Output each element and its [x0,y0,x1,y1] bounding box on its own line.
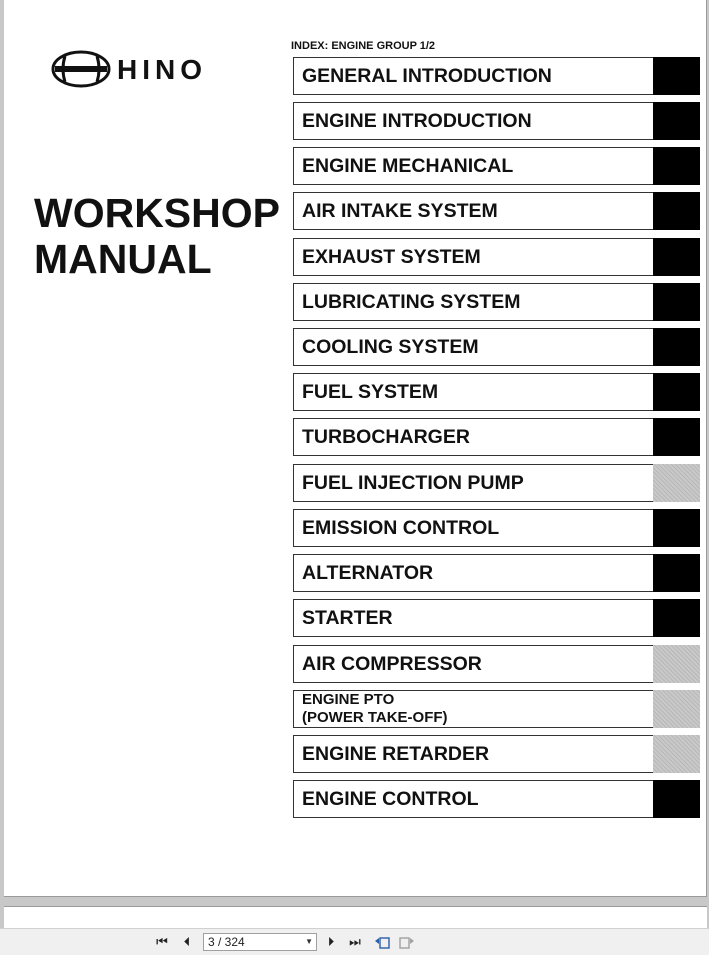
previous-page-icon[interactable]: ⏴ [183,934,191,949]
section-tab[interactable] [293,283,700,321]
section-tab-label: COOLING SYSTEM [302,336,479,358]
section-tab-label: TURBOCHARGER [302,426,470,448]
section-tab-marker [653,418,700,456]
document-page [4,0,707,897]
section-tab-marker [653,645,700,683]
next-page-icon[interactable]: ⏵ [327,934,335,949]
previous-view-icon[interactable] [374,934,390,950]
chevron-down-icon[interactable]: ▼ [305,937,313,946]
section-tab-label: FUEL SYSTEM [302,381,439,403]
section-tab-marker [653,464,700,502]
section-tab-marker [653,599,700,637]
section-tab-label: ENGINE MECHANICAL [302,155,514,177]
next-view-icon[interactable] [399,934,415,950]
section-tab-label-line-2: (POWER TAKE-OFF) [302,709,448,726]
section-tab-label [302,691,448,727]
section-tab-marker [653,735,700,773]
section-tab[interactable] [293,418,700,456]
section-tab-marker [653,554,700,592]
section-tab[interactable] [293,57,700,95]
section-tab-marker [653,238,700,276]
section-tab-label: EXHAUST SYSTEM [302,246,481,268]
section-tab-marker [653,780,700,818]
index-label: INDEX: ENGINE GROUP 1/2 [291,40,436,52]
section-tab-label: ENGINE INTRODUCTION [302,110,532,132]
section-tab[interactable] [293,645,700,683]
section-tab[interactable] [293,780,700,818]
pdf-viewer-toolbar [0,928,709,955]
section-tab-label: AIR COMPRESSOR [302,653,482,675]
section-tab-marker [653,57,700,95]
section-tab-label: LUBRICATING SYSTEM [302,291,521,313]
section-tab[interactable] [293,373,700,411]
section-tab-marker [653,192,700,230]
section-tab-marker [653,147,700,185]
section-tab-label: AIR INTAKE SYSTEM [302,200,498,222]
section-tab-marker [653,509,700,547]
section-tab[interactable] [293,735,700,773]
section-tab-label: FUEL INJECTION PUMP [302,472,524,494]
first-page-icon[interactable]: ⏮ [156,934,168,949]
section-tab-marker [653,328,700,366]
section-tab[interactable] [293,147,700,185]
section-tab[interactable] [293,464,700,502]
hino-emblem-icon [51,50,115,90]
section-tab[interactable] [293,238,700,276]
section-tab-marker [653,283,700,321]
title-line-1: WORKSHOP [34,190,280,236]
page-number-input[interactable] [203,933,317,951]
section-tab[interactable] [293,554,700,592]
section-tab[interactable] [293,102,700,140]
section-tab-label: ENGINE RETARDER [302,743,490,765]
section-tab-label: ALTERNATOR [302,562,434,584]
page-title [34,190,280,282]
page-indicator: 3 / 324 [208,935,245,949]
title-line-2: MANUAL [34,236,212,282]
section-tab-label: STARTER [302,607,393,629]
section-tab[interactable] [293,599,700,637]
hino-logo [51,50,251,90]
section-tab-label: ENGINE CONTROL [302,788,479,810]
section-tab[interactable] [293,509,700,547]
section-tab-label: EMISSION CONTROL [302,517,500,539]
section-tab[interactable] [293,328,700,366]
section-tab-label: GENERAL INTRODUCTION [302,65,552,87]
section-tab[interactable] [293,192,700,230]
section-tab-marker [653,373,700,411]
section-tab-marker [653,690,700,728]
section-tab-marker [653,102,700,140]
brand-name: HINO [117,54,207,85]
section-tab[interactable] [293,690,700,728]
section-tab-label-line-1: ENGINE PTO [302,691,395,708]
last-page-icon[interactable]: ⏭ [349,934,361,949]
